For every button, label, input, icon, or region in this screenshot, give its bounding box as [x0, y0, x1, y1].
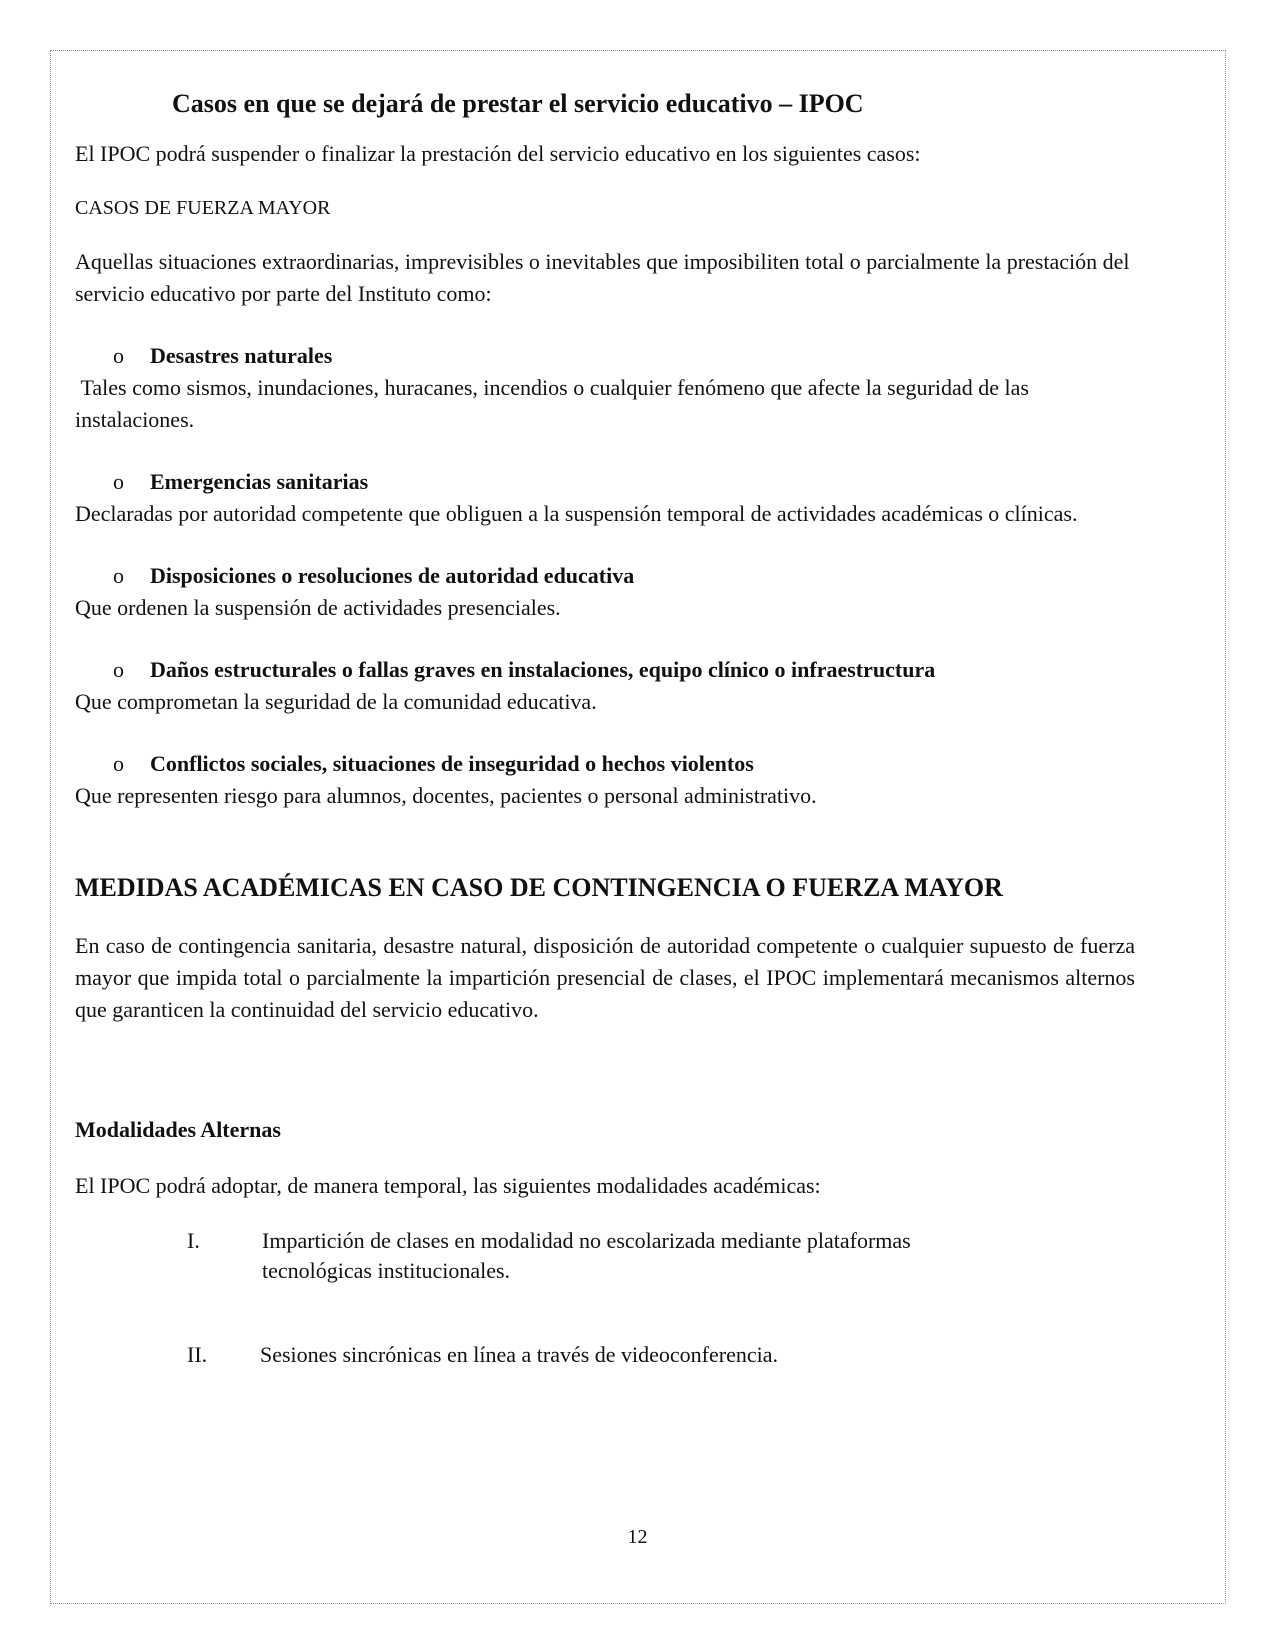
- bullet-icon: o: [113, 657, 124, 682]
- case-description: Que representen riesgo para alumnos, docentes, pacientes o personal administrativo.: [75, 783, 817, 808]
- alt-modalities-intro: El IPOC podrá adoptar, de manera temporal, las siguientes modalidades académicas:: [75, 1173, 821, 1198]
- case-heading: [75, 466, 1135, 498]
- modality-number: I.: [187, 1228, 200, 1253]
- case-heading: [75, 654, 1135, 686]
- force-majeure-description: Aquellas situaciones extraordinarias, imprevisibles o inevitables que imposibiliten total o parcialmente la prestación del servicio educativo por parte del Instituto como:: [75, 249, 1130, 306]
- spacer: [75, 812, 1135, 872]
- modality-number: II.: [187, 1342, 208, 1367]
- bullet-icon: o: [113, 563, 124, 588]
- modality-text: Sesiones sincrónicas en línea a través de videoconferencia.: [260, 1342, 779, 1367]
- page-number: 12: [627, 1526, 648, 1548]
- case-description: Que ordenen la suspensión de actividades presenciales.: [75, 595, 561, 620]
- case-item: [75, 466, 1135, 530]
- case-item: [75, 560, 1135, 624]
- case-heading: [75, 340, 1135, 372]
- modality-item: [75, 1340, 1135, 1370]
- bullet-icon: o: [113, 751, 124, 776]
- page-title: Casos en que se dejará de prestar el servicio educativo – IPOC: [172, 89, 864, 118]
- measures-paragraph: En caso de contingencia sanitaria, desastre natural, disposición de autoridad competente o cualquier supuesto de fuerza mayor que impida total o parcialmente la impartición presencial de clases, el IPOC implementará mecanismos alternos que garanticen la continuidad del servicio educativo.: [75, 933, 1135, 1022]
- case-heading: [75, 748, 1135, 780]
- case-title: Daños estructurales o fallas graves en instalaciones, equipo clínico o infraestructura: [150, 657, 936, 682]
- case-title: Desastres naturales: [150, 343, 333, 368]
- bullet-icon: o: [113, 343, 124, 368]
- alt-modalities-heading: Modalidades Alternas: [75, 1117, 281, 1142]
- case-heading: [75, 560, 1135, 592]
- measures-heading: MEDIDAS ACADÉMICAS EN CASO DE CONTINGENCIA O FUERZA MAYOR: [75, 873, 1003, 902]
- case-item: [75, 748, 1135, 812]
- case-description: Declaradas por autoridad competente que obliguen a la suspensión temporal de actividades académicas o clínicas.: [75, 501, 1078, 526]
- case-description: Tales como sismos, inundaciones, huracanes, incendios o cualquier fenómeno que afecte la seguridad de las instalaciones.: [75, 375, 1035, 432]
- case-title: Emergencias sanitarias: [150, 469, 369, 494]
- case-title: Disposiciones o resoluciones de autoridad educativa: [150, 563, 635, 588]
- case-item: [75, 654, 1135, 718]
- modality-item: [75, 1226, 1135, 1286]
- document-body: [75, 88, 1135, 1370]
- case-description: Que comprometan la seguridad de la comunidad educativa.: [75, 689, 597, 714]
- force-majeure-heading: CASOS DE FUERZA MAYOR: [75, 197, 331, 219]
- bullet-icon: o: [113, 469, 124, 494]
- case-title: Conflictos sociales, situaciones de inseguridad o hechos violentos: [150, 751, 754, 776]
- modality-text: Impartición de clases en modalidad no escolarizada mediante plataformas tecnológicas institucionales.: [262, 1228, 911, 1283]
- case-item: [75, 340, 1135, 436]
- intro-paragraph: El IPOC podrá suspender o finalizar la prestación del servicio educativo en los siguientes casos:: [75, 141, 921, 166]
